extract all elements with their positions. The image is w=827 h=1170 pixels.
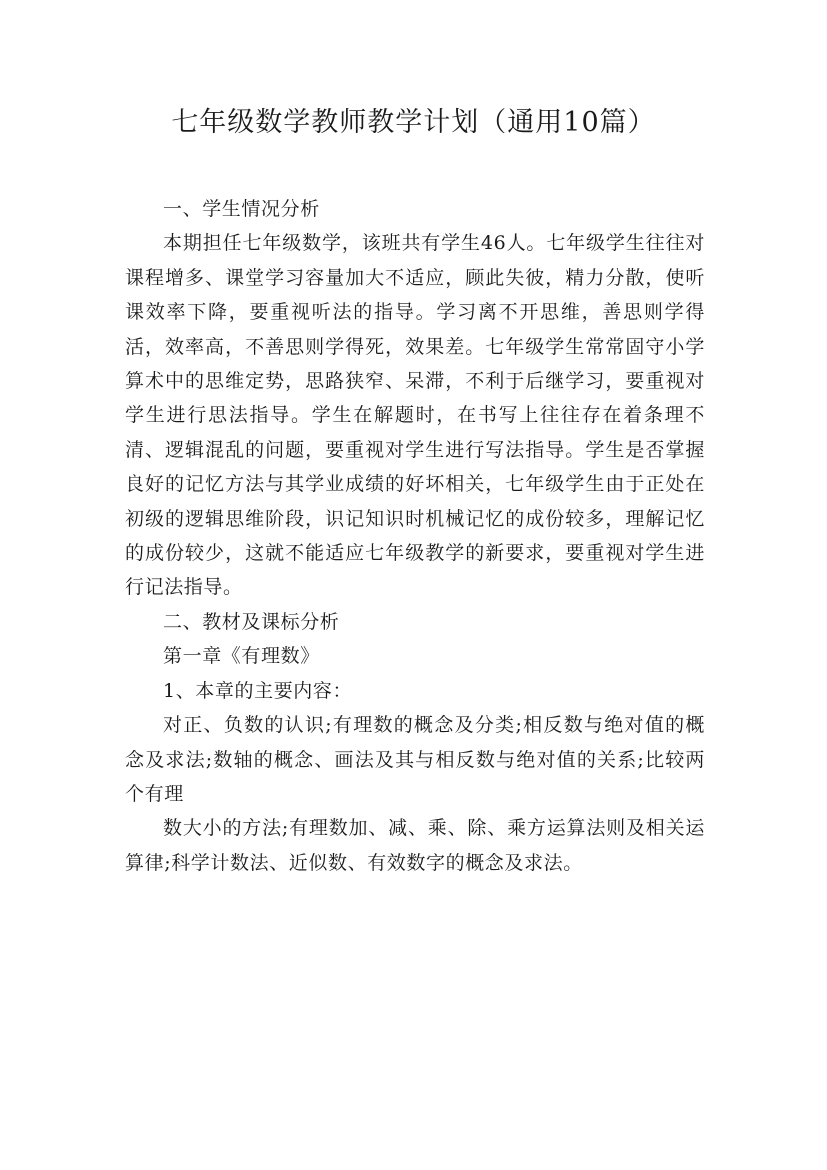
document-title: 七年级数学教师教学计划（通用10篇）	[171, 107, 656, 138]
item-heading-main-content: 1、本章的主要内容：	[163, 679, 353, 702]
document-body	[125, 192, 705, 880]
section-heading-textbook-analysis: 二、教材及课标分析	[163, 610, 340, 633]
chapter-heading: 第一章《有理数》	[163, 645, 320, 668]
paragraph-main-content-a: 对正、负数的认识;有理数的概念及分类;相反数与绝对值的概念及求法;数轴的概念、画法及其与相反数与绝对值的关系;比较两个有理	[125, 714, 705, 805]
section-heading-student-analysis: 一、学生情况分析	[163, 198, 320, 220]
paragraph-student-analysis: 本期担任七年级数学，该班共有学生46人。七年级学生往往对课程增多、课堂学习容量加大不适应，顾此失彼，精力分散，使听课效率下降，要重视听法的指导。学习离不开思维，善思则学得活，效率高，不善思则学得死，效果差。七年级学生常常固守小学算术中的思维定势，思路狭窄、呆滞，不利于后继学习，要重视对学生进行思法指导。学生在解题时，在书写上往往存在着条理不清、逻辑混乱的问题，要重视对学生进行写法指导。学生是否掌握良好的记忆方法与其学业成绩的好坏相关，七年级学生由于正处在初级的逻辑思维阶段，识记知识时机械记忆的成份较多，理解记忆的成份较少，这就不能适应七年级教学的新要求，要重视对学生进行记法指导。	[125, 232, 705, 599]
paragraph-main-content-b: 数大小的方法;有理数加、减、乘、除、乘方运算法则及相关运算律;科学计数法、近似数、有效数字的概念及求法。	[125, 817, 705, 874]
